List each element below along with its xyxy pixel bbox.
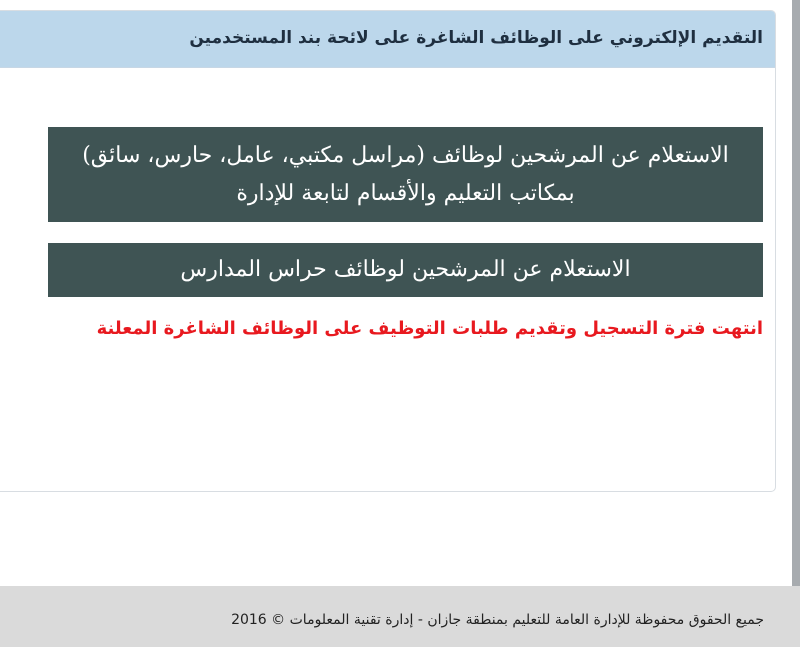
application-panel <box>0 10 776 492</box>
inquiry-school-guards-label: الاستعلام عن المرشحين لوظائف حراس المدارس <box>180 257 631 282</box>
inquiry-office-jobs-button[interactable] <box>48 127 763 222</box>
inquiry-office-jobs-label-line2: بمكاتب التعليم والأقسام لتابعة للإدارة <box>236 181 575 206</box>
footer <box>0 586 800 647</box>
panel-heading <box>0 11 775 68</box>
panel-title: التقديم الإلكتروني على الوظائف الشاغرة على لائحة بند المستخدمين <box>189 28 763 48</box>
panel-body <box>0 68 775 488</box>
registration-closed-notice: انتهت فترة التسجيل وتقديم طلبات التوظيف على الوظائف الشاغرة المعلنة <box>96 318 763 339</box>
footer-copyright: جميع الحقوق محفوظة للإدارة العامة للتعليم بمنطقة جازان - إدارة تقنية المعلومات © 2016 <box>231 612 764 628</box>
inquiry-office-jobs-label-line1: الاستعلام عن المرشحين لوظائف (مراسل مكتبي، عامل، حارس، سائق) <box>82 143 729 168</box>
page-edge-strip <box>792 0 800 590</box>
inquiry-school-guards-button[interactable] <box>48 243 763 297</box>
